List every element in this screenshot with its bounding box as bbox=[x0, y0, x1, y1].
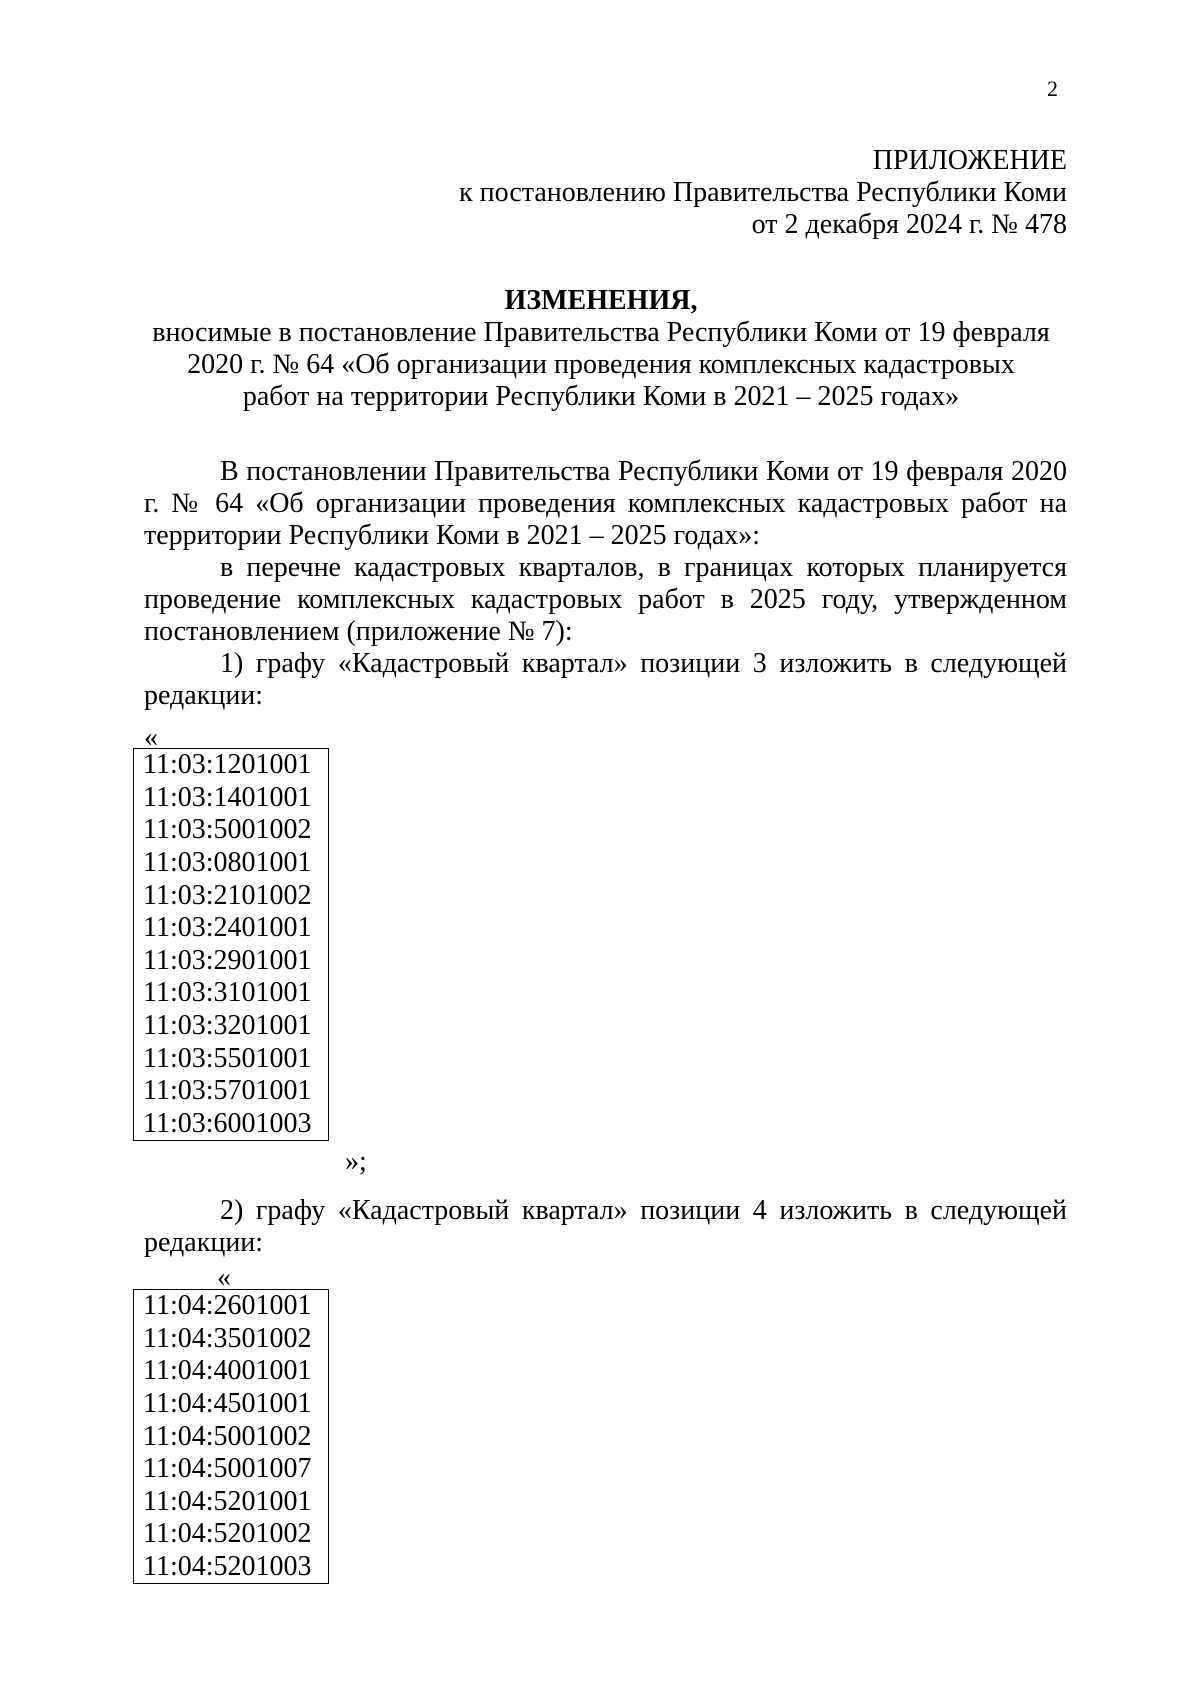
table-row bbox=[134, 1518, 329, 1551]
table-row bbox=[134, 1551, 329, 1584]
paragraph-item-1: 1) графу «Кадастровый квартал» позиции 3 изложить в следующей редакции: bbox=[144, 648, 1067, 711]
document-title bbox=[135, 285, 1067, 413]
cadastral-table-2 bbox=[133, 1289, 329, 1584]
cadastral-number: 11:03:2101002 bbox=[143, 879, 312, 911]
cadastral-number: 11:03:5001002 bbox=[143, 814, 312, 846]
cadastral-number: 11:04:4501001 bbox=[143, 1388, 312, 1420]
paragraph-item-2: 2) графу «Кадастровый квартал» позиции 4 изложить в следующей редакции: bbox=[144, 1195, 1067, 1258]
paragraph-list-intro: в перечне кадастровых кварталов, в границах которых планируется проведение комплексных кадастровых работ в 2025 году, утвержденном постановлением (приложение № 7): bbox=[144, 552, 1067, 647]
cadastral-number: 11:03:3101001 bbox=[143, 977, 312, 1009]
table-row bbox=[134, 782, 329, 815]
body-section-2 bbox=[144, 1195, 1067, 1259]
table-row bbox=[134, 847, 329, 880]
cadastral-number: 11:04:5001002 bbox=[143, 1420, 312, 1452]
quote-open-2: « bbox=[217, 1262, 231, 1293]
table-row bbox=[134, 1042, 329, 1075]
table-row bbox=[134, 912, 329, 945]
table-row bbox=[134, 1010, 329, 1043]
quote-close-1: »; bbox=[345, 1146, 367, 1177]
cadastral-number: 11:04:5201002 bbox=[143, 1518, 312, 1550]
title-line-2: 2020 г. № 64 «Об организации проведения комплексных кадастровых bbox=[187, 349, 1015, 380]
cadastral-number: 11:03:2401001 bbox=[143, 912, 312, 944]
body-section-1 bbox=[144, 456, 1067, 712]
table-row bbox=[134, 1486, 329, 1519]
paragraph-intro: В постановлении Правительства Республики Коми от 19 февраля 2020 г. № 64 «Об организации проведения комплексных кадастровых работ на территории Республики Коми в 2021 – 2025 годах»: bbox=[144, 456, 1067, 551]
cadastral-number: 11:03:5701001 bbox=[143, 1075, 312, 1107]
table-row bbox=[134, 1323, 329, 1356]
table-row bbox=[134, 1355, 329, 1388]
cadastral-number: 11:03:1201001 bbox=[143, 749, 312, 781]
cadastral-number: 11:03:3201001 bbox=[143, 1010, 312, 1042]
table-row bbox=[134, 977, 329, 1010]
appendix-title: ПРИЛОЖЕНИЕ bbox=[872, 145, 1067, 176]
table-row bbox=[134, 1290, 329, 1323]
table-row bbox=[134, 879, 329, 912]
cadastral-number: 11:04:5001007 bbox=[143, 1453, 312, 1485]
table-row bbox=[134, 1388, 329, 1421]
cadastral-number: 11:04:3501002 bbox=[143, 1322, 312, 1354]
quote-open-1: « bbox=[144, 722, 158, 753]
table-row bbox=[134, 749, 329, 782]
cadastral-number: 11:04:2601001 bbox=[143, 1290, 312, 1322]
title-line-1: вносимые в постановление Правительства Республики Коми от 19 февраля bbox=[152, 317, 1050, 348]
table-row bbox=[134, 1420, 329, 1453]
cadastral-number: 11:04:5201003 bbox=[143, 1551, 312, 1583]
title-heading: ИЗМЕНЕНИЯ, bbox=[504, 285, 698, 316]
cadastral-number: 11:04:4001001 bbox=[143, 1355, 312, 1387]
cadastral-table-1 bbox=[133, 748, 329, 1141]
cadastral-number: 11:04:5201001 bbox=[143, 1485, 312, 1517]
title-line-3: работ на территории Республики Коми в 2021 – 2025 годах» bbox=[242, 381, 960, 412]
cadastral-number: 11:03:2901001 bbox=[143, 944, 312, 976]
cadastral-number: 11:03:0801001 bbox=[143, 847, 312, 879]
table-row bbox=[134, 945, 329, 978]
cadastral-number: 11:03:6001003 bbox=[143, 1107, 312, 1139]
cadastral-number: 11:03:1401001 bbox=[143, 781, 312, 813]
table-row bbox=[134, 814, 329, 847]
appendix-reference: к постановлению Правительства Республики Коми bbox=[459, 177, 1067, 208]
table-row bbox=[134, 1453, 329, 1486]
page-number: 2 bbox=[1047, 76, 1058, 101]
table-row bbox=[134, 1075, 329, 1108]
appendix-header bbox=[459, 145, 1067, 241]
table-row bbox=[134, 1108, 329, 1141]
cadastral-number: 11:03:5501001 bbox=[143, 1042, 312, 1074]
appendix-date: от 2 декабря 2024 г. № 478 bbox=[751, 209, 1067, 240]
